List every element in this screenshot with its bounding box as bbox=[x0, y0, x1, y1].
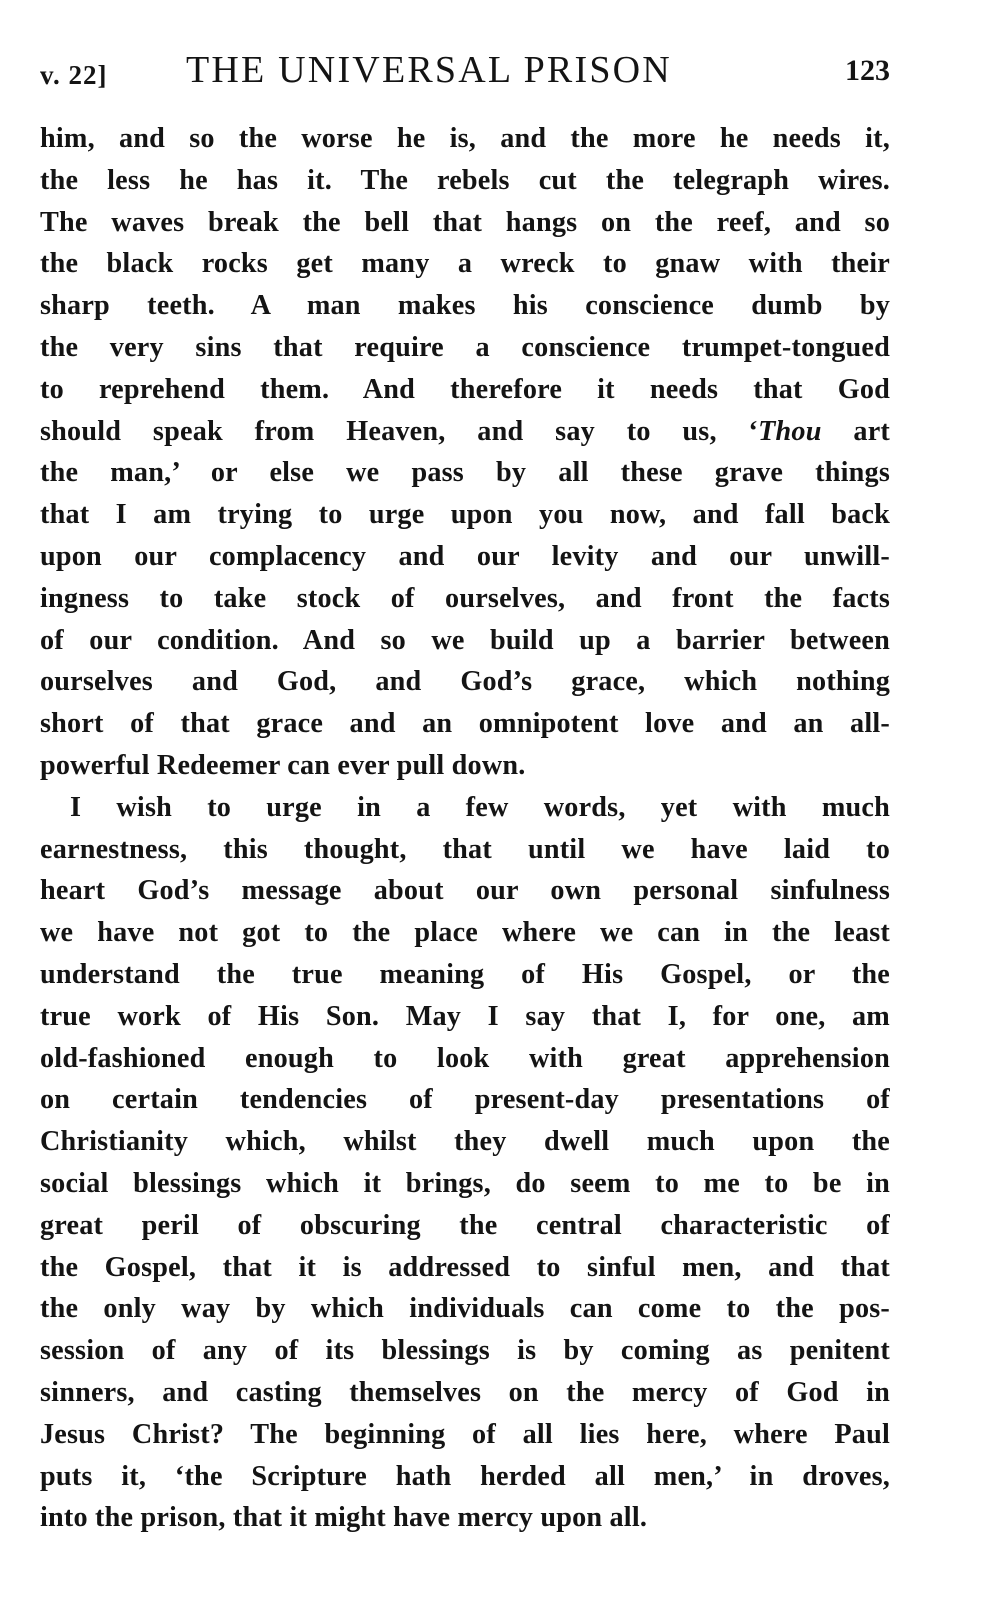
text-line: the man,’ or else we pass by all these grave things bbox=[40, 457, 890, 489]
text-line: ourselves and God, and God’s grace, which nothing bbox=[40, 666, 890, 698]
page-title: THE UNIVERSAL PRISON bbox=[186, 49, 672, 91]
text-line: powerful Redeemer can ever pull down. bbox=[40, 749, 526, 781]
text-line: into the prison, that it might have mercy upon all. bbox=[40, 1502, 648, 1534]
body-text bbox=[40, 118, 890, 1539]
text-line: of our condition. And so we build up a barrier between bbox=[40, 624, 890, 656]
text-line: short of that grace and an omnipotent love and an all- bbox=[40, 708, 890, 740]
text-line: on certain tendencies of present-day presentations of bbox=[40, 1084, 890, 1116]
text-line: heart God’s message about our own personal sinfulness bbox=[40, 875, 890, 907]
text-line: him, and so the worse he is, and the more he needs it, bbox=[40, 123, 890, 154]
text-run: should speak from Heaven, and say to us, ‘ bbox=[40, 415, 759, 447]
text-line: sinners, and casting themselves on the mercy of God in bbox=[40, 1376, 890, 1408]
text-line: understand the true meaning of His Gospel, or the bbox=[40, 958, 890, 990]
paragraph-1 bbox=[40, 118, 890, 787]
text-line: social blessings which it brings, do seem to me to be in bbox=[40, 1167, 890, 1199]
text-line: the less he has it. The rebels cut the telegraph wires. bbox=[40, 164, 890, 196]
text-line: we have not got to the place where we can in the least bbox=[40, 917, 890, 949]
text-line: the only way by which individuals can come to the pos- bbox=[40, 1293, 890, 1325]
text-line: the Gospel, that it is addressed to sinful men, and that bbox=[40, 1251, 890, 1283]
text-line: Christianity which, whilst they dwell much upon the bbox=[40, 1126, 890, 1158]
text-line: old-fashioned enough to look with great apprehension bbox=[40, 1042, 890, 1074]
text-line: great peril of obscuring the central characteristic of bbox=[40, 1209, 890, 1241]
page-number: 123 bbox=[845, 54, 890, 87]
text-line: that I am trying to urge upon you now, and fall back bbox=[40, 499, 890, 531]
italic-word: Thou bbox=[758, 415, 822, 447]
text-line: The waves break the bell that hangs on the reef, and so bbox=[40, 206, 890, 238]
text-line: session of any of its blessings is by coming as penitent bbox=[40, 1335, 890, 1367]
text-run: art bbox=[821, 415, 890, 447]
paragraph-2 bbox=[40, 787, 890, 1539]
text-line: upon our complacency and our levity and our unwill- bbox=[40, 540, 890, 572]
text-line: I wish to urge in a few words, yet with much bbox=[70, 791, 890, 823]
text-line: the very sins that require a conscience trumpet-tongued bbox=[40, 331, 890, 363]
text-line: sharp teeth. A man makes his conscience dumb by bbox=[40, 290, 890, 322]
text-line: Jesus Christ? The beginning of all lies here, where Paul bbox=[40, 1418, 890, 1450]
text-line: puts it, ‘the Scripture hath herded all men,’ in droves, bbox=[40, 1460, 890, 1492]
text-line: ingness to take stock of ourselves, and front the facts bbox=[40, 582, 890, 614]
text-line: earnestness, this thought, that until we have laid to bbox=[40, 833, 890, 865]
text-line: true work of His Son. May I say that I, for one, am bbox=[40, 1000, 890, 1032]
verse-reference: v. 22] bbox=[40, 60, 108, 90]
text-line: to reprehend them. And therefore it needs that God bbox=[40, 373, 890, 405]
text-line: the black rocks get many a wreck to gnaw with their bbox=[40, 248, 890, 280]
running-header bbox=[40, 48, 890, 98]
text-line bbox=[40, 411, 890, 453]
